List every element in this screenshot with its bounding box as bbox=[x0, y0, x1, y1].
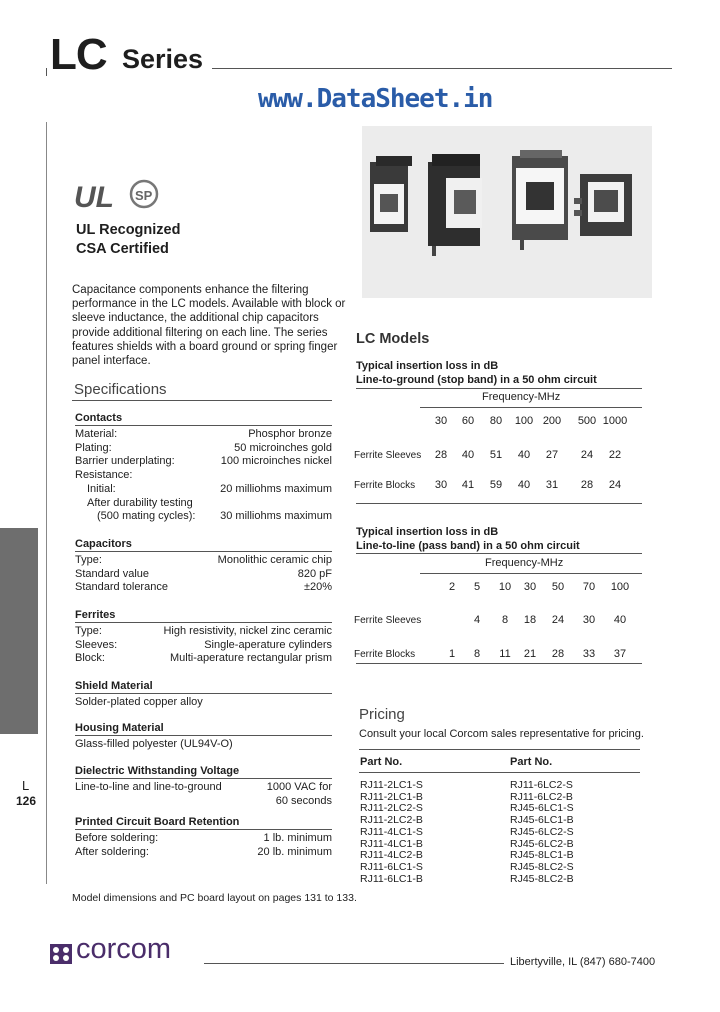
spec-label: Block: bbox=[75, 652, 105, 665]
spec-label: Standard tolerance bbox=[75, 581, 168, 594]
spec-row bbox=[75, 696, 332, 710]
table-row-label: Ferrite Blocks bbox=[354, 649, 416, 660]
spec-value: 1 lb. minimum bbox=[263, 832, 332, 844]
table1-title-line2: Line-to-ground (stop band) in a 50 ohm circuit bbox=[356, 374, 597, 386]
series-title-word: Series bbox=[122, 44, 204, 74]
part-number: RJ11-2LC2-S bbox=[360, 802, 423, 815]
spec-value: 20 lb. minimum bbox=[257, 845, 332, 858]
section-title: Housing Material bbox=[75, 722, 332, 736]
table2-freq-rule bbox=[420, 573, 642, 574]
table2-top-rule bbox=[356, 553, 642, 554]
table1-frequency-label: Frequency-MHz bbox=[482, 391, 561, 403]
table-cell: 24 bbox=[580, 449, 594, 461]
spec-row bbox=[75, 568, 332, 582]
frequency-header: 60 bbox=[461, 415, 475, 427]
part-number: RJ45-6LC1-B bbox=[510, 814, 574, 827]
table-cell: 31 bbox=[545, 479, 559, 491]
section-title: Shield Material bbox=[75, 680, 332, 694]
page-number: 126 bbox=[16, 794, 37, 808]
spec-label: Before soldering: bbox=[75, 832, 159, 844]
ul-recognized-label: UL Recognized bbox=[76, 222, 181, 238]
spec-value: 50 microinches gold bbox=[234, 441, 332, 454]
spec-value: Monolithic ceramic chip bbox=[217, 554, 332, 566]
part-number: RJ45-8LC2-S bbox=[510, 860, 574, 873]
part-no-header-col1: Part No. bbox=[360, 756, 403, 768]
table-cell: 4 bbox=[473, 614, 481, 626]
table-cell: 37 bbox=[613, 648, 627, 660]
spec-value: Phosphor bronze bbox=[248, 428, 332, 440]
table-cell: 1 bbox=[448, 648, 456, 660]
csa-certified-label: CSA Certified bbox=[76, 241, 169, 257]
part-number: RJ11-2LC1-B bbox=[360, 790, 423, 803]
spec-row bbox=[75, 639, 332, 653]
frequency-header: 30 bbox=[434, 415, 448, 427]
table-cell: 24 bbox=[551, 614, 565, 626]
corcom-logo-text: corcom bbox=[76, 933, 172, 965]
spec-value: 1000 VAC for bbox=[266, 781, 332, 793]
spec-label: (500 mating cycles): bbox=[97, 510, 196, 523]
corcom-logo-mark-icon bbox=[50, 944, 72, 964]
spec-row bbox=[75, 846, 332, 860]
spec-value: Solder-plated copper alloy bbox=[75, 696, 203, 708]
frequency-header: 200 bbox=[542, 415, 562, 427]
spec-label: Line-to-line and line-to-ground bbox=[75, 781, 222, 793]
part-number: RJ11-4LC1-S bbox=[360, 825, 423, 838]
model-dimensions-note: Model dimensions and PC board layout on pages 131 to 133. bbox=[72, 892, 357, 904]
spec-value: Glass-filled polyester (UL94V-O) bbox=[75, 738, 233, 750]
spec-row bbox=[75, 795, 332, 809]
part-number: RJ11-4LC2-B bbox=[360, 849, 423, 862]
table-cell: 11 bbox=[499, 648, 511, 660]
table-cell: 27 bbox=[545, 449, 559, 461]
lc-models-heading: LC Models bbox=[356, 331, 430, 347]
table-cell: 40 bbox=[461, 449, 475, 461]
section-title: Contacts bbox=[75, 412, 332, 426]
part-number: RJ11-2LC1-S bbox=[360, 779, 423, 791]
series-title-lc: LC bbox=[50, 30, 107, 79]
spec-row bbox=[75, 625, 332, 639]
frequency-header: 10 bbox=[498, 581, 512, 593]
table-row-label: Ferrite Sleeves bbox=[354, 615, 422, 626]
spec-row bbox=[75, 497, 332, 511]
table-cell: 28 bbox=[580, 479, 594, 491]
frequency-header: 5 bbox=[473, 581, 481, 593]
shield-section bbox=[75, 680, 332, 710]
table2-frequency-label: Frequency-MHz bbox=[485, 557, 564, 569]
part-number: RJ11-6LC1-B bbox=[360, 872, 423, 885]
spec-value: Single-aperature cylinders bbox=[204, 638, 332, 651]
spec-label: Sleeves: bbox=[75, 638, 118, 651]
spec-label: Resistance: bbox=[75, 469, 133, 482]
spec-row bbox=[75, 442, 332, 456]
specifications-rule bbox=[72, 400, 332, 401]
table-cell: 40 bbox=[517, 479, 531, 491]
spec-row bbox=[75, 469, 332, 483]
frequency-header: 500 bbox=[577, 415, 597, 427]
website-link[interactable]: www.DataSheet.in bbox=[258, 84, 493, 114]
table-row-label: Ferrite Blocks bbox=[354, 480, 416, 491]
header-tick bbox=[46, 68, 47, 76]
section-letter: L bbox=[22, 778, 30, 793]
part-number: RJ11-4LC1-B bbox=[360, 837, 423, 850]
table2-title-line1: Typical insertion loss in dB bbox=[356, 526, 499, 538]
table1-top-rule bbox=[356, 388, 642, 389]
retention-section bbox=[75, 816, 332, 859]
table-cell: 28 bbox=[551, 648, 565, 660]
table-cell: 8 bbox=[501, 614, 509, 626]
table-cell: 59 bbox=[489, 479, 503, 491]
table-cell: 33 bbox=[582, 648, 596, 660]
table1-title bbox=[356, 359, 597, 387]
spec-row bbox=[75, 832, 332, 846]
table2-title-line2: Line-to-line (pass band) in a 50 ohm circuit bbox=[356, 540, 580, 552]
spec-row bbox=[75, 510, 332, 524]
spec-label: Initial: bbox=[87, 482, 116, 495]
frequency-header: 70 bbox=[582, 581, 596, 593]
section-title: Dielectric Withstanding Voltage bbox=[75, 765, 332, 779]
spec-value: 30 milliohms maximum bbox=[220, 510, 332, 523]
spec-row bbox=[75, 781, 332, 795]
specifications-heading: Specifications bbox=[74, 381, 167, 398]
svg-text:SP: SP bbox=[135, 188, 153, 203]
frequency-header: 2 bbox=[448, 581, 456, 593]
section-side-tab bbox=[0, 528, 38, 734]
spec-value: 20 milliohms maximum bbox=[220, 482, 332, 495]
header-rule bbox=[212, 68, 672, 69]
spec-value: High resistivity, nickel zinc ceramic bbox=[163, 625, 332, 637]
footer-contact: Libertyville, IL (847) 680-7400 bbox=[510, 956, 656, 968]
table1-title-line1: Typical insertion loss in dB bbox=[356, 360, 499, 372]
spec-label: Type: bbox=[75, 625, 102, 637]
spec-label: After soldering: bbox=[75, 845, 149, 858]
spec-label: After durability testing bbox=[87, 496, 193, 509]
table-cell: 22 bbox=[608, 449, 622, 461]
spec-row bbox=[75, 554, 332, 568]
connector-product-photo bbox=[362, 126, 652, 298]
left-column-rule bbox=[46, 122, 47, 884]
footer-rule bbox=[204, 963, 504, 964]
part-number-column-2 bbox=[510, 780, 574, 885]
table1-bottom-rule bbox=[356, 503, 642, 504]
spec-label: Type: bbox=[75, 554, 102, 566]
pricing-heading: Pricing bbox=[359, 706, 405, 723]
part-number: RJ11-6LC1-S bbox=[360, 860, 423, 873]
part-number: RJ45-8LC1-B bbox=[510, 849, 574, 862]
spec-value: ±20% bbox=[303, 581, 332, 594]
frequency-header: 80 bbox=[489, 415, 503, 427]
spec-value: 60 seconds bbox=[275, 794, 332, 807]
table-cell: 51 bbox=[489, 449, 503, 461]
table2-title bbox=[356, 525, 580, 553]
spec-row bbox=[75, 652, 332, 666]
part-number: RJ45-6LC2-B bbox=[510, 837, 574, 850]
ferrites-section bbox=[75, 609, 332, 666]
part-number: RJ11-6LC2-S bbox=[510, 779, 573, 791]
frequency-header: 30 bbox=[523, 581, 537, 593]
table-cell: 21 bbox=[523, 648, 537, 660]
table-cell: 30 bbox=[582, 614, 596, 626]
table2-bottom-rule bbox=[356, 663, 642, 664]
housing-section bbox=[75, 722, 332, 752]
section-title: Printed Circuit Board Retention bbox=[75, 816, 332, 830]
section-title: Capacitors bbox=[75, 538, 332, 552]
spec-row bbox=[75, 738, 332, 752]
part-number: RJ11-6LC2-B bbox=[510, 790, 573, 803]
table-cell: 24 bbox=[608, 479, 622, 491]
part-no-header-rule bbox=[359, 772, 640, 773]
spec-label: Plating: bbox=[75, 441, 112, 454]
spec-value: Multi-aperature rectangular prism bbox=[169, 652, 332, 665]
ul-csa-logo-icon bbox=[74, 178, 160, 216]
part-number: RJ45-6LC1-S bbox=[510, 802, 574, 815]
table-cell: 40 bbox=[613, 614, 627, 626]
part-number-column-1 bbox=[360, 780, 423, 885]
part-no-header-col2: Part No. bbox=[510, 756, 553, 768]
frequency-header: 50 bbox=[551, 581, 565, 593]
spec-row bbox=[75, 581, 332, 595]
spec-value: 820 pF bbox=[297, 567, 332, 580]
table-cell: 8 bbox=[473, 648, 481, 660]
spec-value: 100 microinches nickel bbox=[220, 455, 332, 468]
spec-row bbox=[75, 483, 332, 497]
spec-label: Material: bbox=[75, 428, 118, 440]
frequency-header: 100 bbox=[514, 415, 534, 427]
spec-row bbox=[75, 428, 332, 442]
part-number: RJ11-2LC2-B bbox=[360, 814, 423, 827]
table-cell: 30 bbox=[434, 479, 448, 491]
section-title: Ferrites bbox=[75, 609, 332, 623]
table-cell: 28 bbox=[434, 449, 448, 461]
frequency-header: 1000 bbox=[602, 415, 628, 427]
capacitors-section bbox=[75, 538, 332, 595]
contacts-section bbox=[75, 412, 332, 524]
svg-text:UL: UL bbox=[74, 181, 114, 214]
table-cell: 41 bbox=[461, 479, 475, 491]
dielectric-section bbox=[75, 765, 332, 808]
part-number: RJ45-6LC2-S bbox=[510, 825, 574, 838]
pricing-rule bbox=[359, 749, 640, 750]
spec-label: Barrier underplating: bbox=[75, 455, 175, 468]
spec-row bbox=[75, 455, 332, 469]
pricing-text: Consult your local Corcom sales representative for pricing. bbox=[359, 728, 644, 740]
intro-paragraph: Capacitance components enhance the filtering performance in the LC models. Available with block or sleeve inductance, the additional chip capacitors provide additional filtering on each line. The series features shields with a board ground or spring finger panel interface. bbox=[72, 284, 346, 368]
frequency-header: 100 bbox=[610, 581, 630, 593]
table-cell: 18 bbox=[523, 614, 537, 626]
table-row-label: Ferrite Sleeves bbox=[354, 450, 422, 461]
table-cell: 40 bbox=[517, 449, 531, 461]
spec-label: Standard value bbox=[75, 567, 149, 580]
table1-freq-rule bbox=[420, 407, 642, 408]
part-number: RJ45-8LC2-B bbox=[510, 872, 574, 885]
